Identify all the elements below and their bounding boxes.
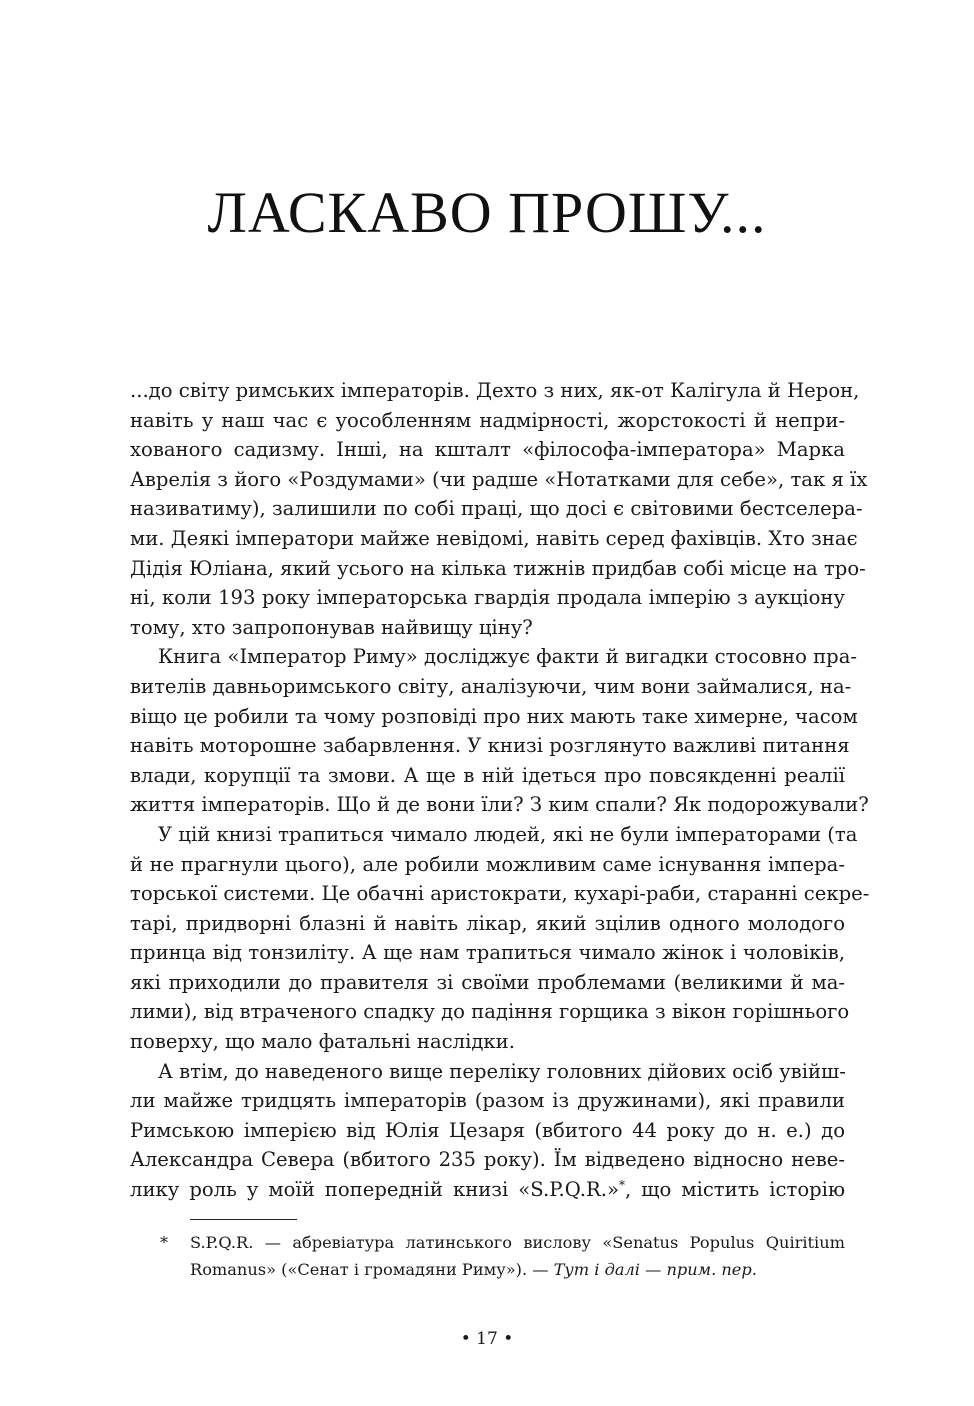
- paragraph-line: принца від тонзиліту. А ще нам трапиться чимало жінок і чоловіків,: [130, 941, 845, 965]
- paragraph-line: які приходили до правителя зі своїми проблемами (великими й ма-: [130, 970, 845, 994]
- paragraph-line: називатиму), залишили по собі праці, що досі є світовими бестселера-: [130, 497, 863, 521]
- paragraph-line: Аврелія з його «Роздумами» (чи радше «Нотатками для себе», так я їх: [130, 467, 868, 491]
- paragraph-line: ли майже тридцять імператорів (разом із дружинами), які правили: [130, 1089, 845, 1113]
- footnote-text: Romanus» («Сенат і громадяни Риму»). —: [190, 1260, 554, 1279]
- paragraph-line: Александра Севера (вбитого 235 року). Їм відведено відносно неве-: [130, 1148, 845, 1172]
- paragraph-line-part: що містить історію: [641, 1178, 845, 1202]
- page-number: • 17 •: [460, 1329, 514, 1349]
- footnote-line: [160, 1256, 845, 1283]
- paragraph-line: тому, хто запропонував найвищу ціну?: [130, 615, 533, 639]
- paragraph-line: тарі, придворні блазні й навіть лікар, який зцілив одного молодого: [130, 911, 845, 935]
- paragraph-line: влади, корупції та змови. А ще в ній ідеться про повсякденні реалії: [130, 763, 845, 787]
- paragraph-line-part: лику роль у моїй попередній книзі «S.P.Q.R.»: [130, 1178, 619, 1202]
- paragraph-line: Книга «Імператор Риму» досліджує факти й вигадки стосовно пра-: [158, 645, 858, 669]
- footnote-reference[interactable]: *: [618, 1178, 625, 1193]
- paragraph-line: У цій книзі трапиться чимало людей, які не були імператорами (та: [158, 822, 858, 846]
- paragraph-line: поверху, що мало фатальні наслідки.: [130, 1030, 515, 1054]
- paragraph-line: й не прагнули цього), але робили можливим саме існування імпера-: [130, 852, 845, 876]
- footnote-mark: *: [160, 1233, 169, 1252]
- paragraph-line: лими), від втраченого спадку до падіння горщика з вікон горішнього: [130, 1000, 850, 1024]
- paragraph-line: навіть у наш час є уособленням надмірності, жорстокості й непри-: [130, 408, 845, 432]
- footnote-translator-note: Тут і далі — прим. пер.: [553, 1260, 757, 1279]
- footnote: [160, 1229, 845, 1283]
- paragraph-line: Дідія Юліана, який усього на кілька тижнів придбав собі місце на тро-: [130, 556, 866, 580]
- paragraph-line: А втім, до наведеного вище переліку головних дійових осіб увійш-: [158, 1059, 846, 1083]
- paragraph-line: віщо це робили та чому розповіді про них мають таке химерне, часом: [130, 704, 858, 728]
- footnote-divider: [190, 1219, 297, 1220]
- footnote-line: [160, 1229, 845, 1256]
- paragraph-line: ні, коли 193 року імператорська гвардія продала імперію з аукціону: [130, 586, 845, 610]
- paragraph-line-with-footnote: лику роль у моїй попередній книзі «S.P.Q.R.»*, що містить історію: [130, 1178, 845, 1202]
- paragraph-line: вителів давньоримського світу, аналізуючи, чим вони займалися, на-: [130, 674, 852, 698]
- paragraph-line: ми. Деякі імператори майже невідомі, навіть серед фахівців. Хто знає: [130, 526, 858, 550]
- paragraph-line: життя імператорів. Що й де вони їли? З ким спали? Як подорожували?: [130, 793, 869, 817]
- paragraph-line: торської системи. Це обачні аристократи, кухарі-раби, старанні секре-: [130, 882, 870, 906]
- paragraph-line: навіть моторошне забарвлення. У книзі розглянуто важливі питання: [130, 734, 850, 758]
- body-text: [130, 376, 870, 1205]
- paragraph-line: Римською імперією від Юлія Цезаря (вбитого 44 року до н. е.) до: [130, 1118, 845, 1142]
- chapter-title: ЛАСКАВО ПРОШУ...: [207, 180, 767, 245]
- footnote-text: S.P.Q.R. — абревіатура латинського вислову «Senatus Populus Quiritium: [190, 1233, 845, 1252]
- paragraph-line: хованого садизму. Інші, на кшталт «філософа-імператора» Марка: [130, 438, 845, 462]
- paragraph-line: ...до світу римських імператорів. Дехто з них, як-от Калігула й Нерон,: [130, 379, 860, 402]
